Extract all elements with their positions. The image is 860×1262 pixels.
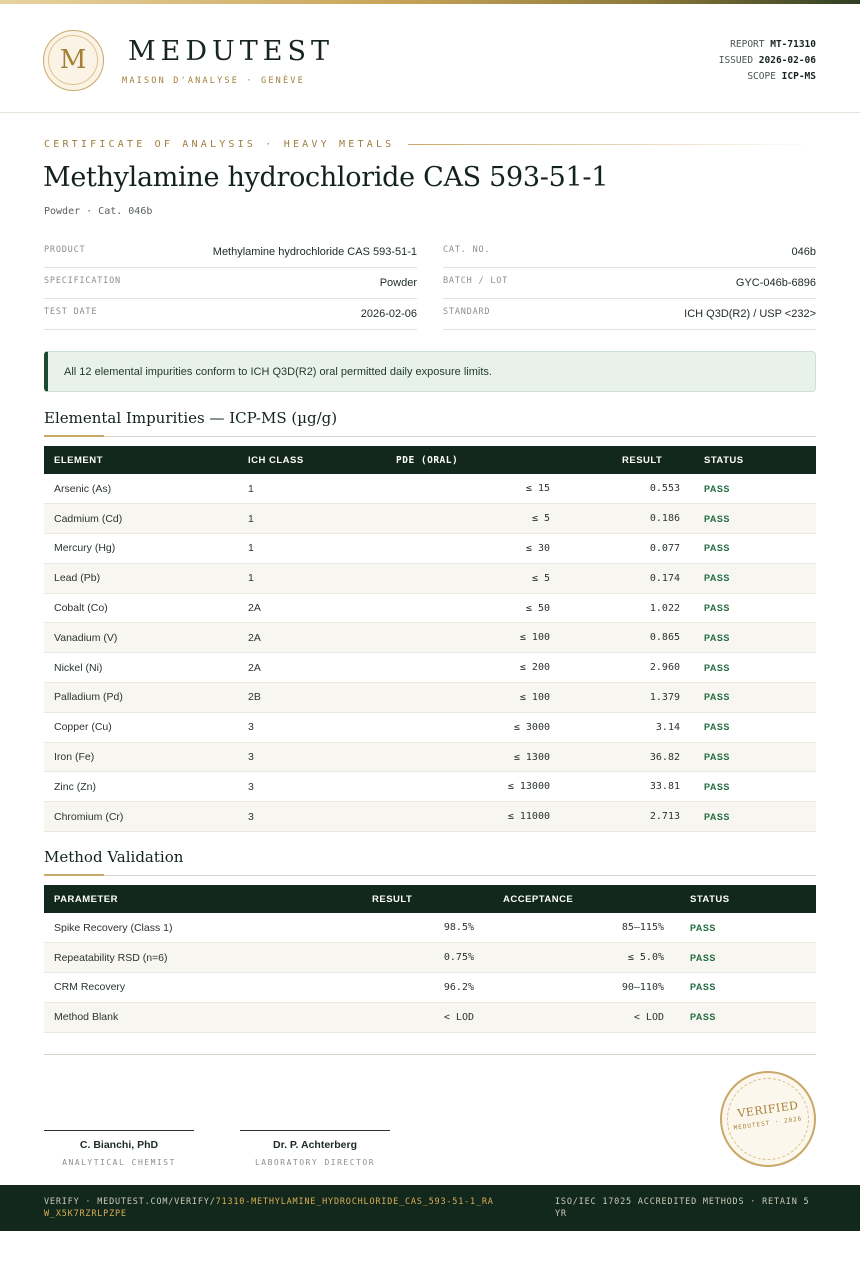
validation-row xyxy=(44,973,816,1003)
acceptance-cell: ≤ 5.0% xyxy=(627,952,664,964)
element-cell: Arsenic (As) xyxy=(54,482,112,495)
validation-section-accent xyxy=(44,874,104,876)
ich-class-cell: 2A xyxy=(248,631,261,644)
element-cell: Vanadium (V) xyxy=(54,631,118,644)
element-cell: Nickel (Ni) xyxy=(54,661,103,674)
status-badge: PASS xyxy=(690,982,716,993)
report-meta xyxy=(719,37,816,85)
logo-monogram: M xyxy=(48,35,98,85)
status-badge: PASS xyxy=(704,722,730,733)
acceptance-cell: 85–115% xyxy=(621,922,664,934)
issued-line: ISSUED 2026-02-06 xyxy=(718,55,816,66)
result-cell: 2.960 xyxy=(649,662,680,674)
element-cell: Cobalt (Co) xyxy=(54,602,108,615)
pde-cell: ≤ 30 xyxy=(525,542,550,554)
signature-director: Dr. P. Achterberg LABORATORY DIRECTOR xyxy=(240,1130,390,1167)
col-status: STATUS xyxy=(704,454,744,466)
impurities-section-accent xyxy=(44,435,104,437)
document-eyebrow: CERTIFICATE OF ANALYSIS · HEAVY METALS xyxy=(44,139,395,150)
pde-cell: ≤ 15 xyxy=(525,483,550,495)
info-row-standard: STANDARD ICH Q3D(R2) / USP <232> xyxy=(443,299,816,330)
impurity-row xyxy=(44,474,816,504)
pde-cell: ≤ 5 xyxy=(531,513,550,525)
element-cell: Chromium (Cr) xyxy=(54,810,124,823)
page-title: Methylamine hydrochloride CAS 593-51-1 xyxy=(43,162,609,193)
status-badge: PASS xyxy=(704,781,730,792)
element-cell: Cadmium (Cd) xyxy=(54,512,123,525)
validation-section-title: Method Validation xyxy=(44,848,184,866)
ich-class-cell: 3 xyxy=(248,751,254,764)
validation-row xyxy=(44,943,816,973)
element-cell: Iron (Fe) xyxy=(54,751,95,764)
info-row-product: PRODUCT Methylamine hydrochloride CAS 593-51-1 xyxy=(44,237,417,268)
verified-seal: VERIFIED MEDUTEST · 2026 xyxy=(720,1071,816,1167)
status-badge: PASS xyxy=(704,692,730,703)
brand-logo xyxy=(43,30,104,91)
element-cell: Copper (Cu) xyxy=(54,721,112,734)
ich-class-cell: 3 xyxy=(248,780,254,793)
verify-link[interactable]: 71310-METHYLAMINE_HYDROCHLORIDE_CAS_593-51-1_RAW_X5K7RZRLPZPE xyxy=(44,1197,494,1219)
status-badge: PASS xyxy=(704,752,730,763)
page-subtitle: Powder · Cat. 046b xyxy=(44,206,153,217)
status-badge: PASS xyxy=(704,811,730,822)
result-cell: 1.379 xyxy=(649,691,680,703)
element-cell: Lead (Pb) xyxy=(54,572,101,585)
report-id: MT-71310 xyxy=(770,39,816,50)
scope-value: ICP-MS xyxy=(781,71,816,82)
parameter-cell: Repeatability RSD (n=6) xyxy=(54,951,168,964)
result-cell: 0.077 xyxy=(649,542,680,554)
info-grid-right xyxy=(443,237,816,330)
status-badge: PASS xyxy=(704,573,730,584)
impurity-row xyxy=(44,534,816,564)
col-val-status: STATUS xyxy=(690,893,730,905)
impurities-section-rule xyxy=(44,436,816,437)
pde-cell: ≤ 5 xyxy=(531,572,550,584)
impurities-header-row xyxy=(44,446,816,474)
pde-cell: ≤ 200 xyxy=(519,662,550,674)
status-badge: PASS xyxy=(704,483,730,494)
impurity-row xyxy=(44,712,816,742)
ich-class-cell: 1 xyxy=(248,482,254,495)
issued-date: 2026-02-06 xyxy=(758,55,816,66)
ich-class-cell: 2A xyxy=(248,602,261,615)
brand-name: MEDUTEST xyxy=(128,36,334,67)
accreditation-note: ISO/IEC 17025 ACCREDITED METHODS · RETAIN 5 YR xyxy=(555,1197,810,1219)
element-cell: Zinc (Zn) xyxy=(54,780,96,793)
pde-cell: ≤ 100 xyxy=(519,632,550,644)
status-badge: PASS xyxy=(690,952,716,963)
parameter-cell: Spike Recovery (Class 1) xyxy=(54,921,173,934)
element-cell: Mercury (Hg) xyxy=(54,542,116,555)
result-cell: 96.2% xyxy=(443,981,474,993)
conformance-notice: All 12 elemental impurities conform to ICH Q3D(R2) oral permitted daily exposure limits. xyxy=(44,351,816,392)
result-cell: 3.14 xyxy=(655,721,680,733)
ich-class-cell: 3 xyxy=(248,810,254,823)
status-badge: PASS xyxy=(704,513,730,524)
pde-cell: ≤ 1300 xyxy=(513,751,550,763)
result-cell: < LOD xyxy=(443,1011,474,1023)
impurities-table xyxy=(44,446,816,832)
impurity-row xyxy=(44,563,816,593)
result-cell: 98.5% xyxy=(443,922,474,934)
col-parameter: PARAMETER xyxy=(54,893,118,905)
parameter-cell: Method Blank xyxy=(54,1011,119,1024)
report-header xyxy=(0,4,860,113)
pde-cell: ≤ 11000 xyxy=(507,811,550,823)
element-cell: Palladium (Pd) xyxy=(54,691,123,704)
status-badge: PASS xyxy=(704,603,730,614)
acceptance-cell: < LOD xyxy=(633,1011,664,1023)
impurity-row xyxy=(44,623,816,653)
impurity-row xyxy=(44,742,816,772)
signature-analyst: C. Bianchi, PhD ANALYTICAL CHEMIST xyxy=(44,1130,194,1167)
ich-class-cell: 2B xyxy=(248,691,261,704)
signature-divider xyxy=(44,1054,816,1055)
ich-class-cell: 1 xyxy=(248,542,254,555)
ich-class-cell: 1 xyxy=(248,572,254,585)
impurity-row xyxy=(44,653,816,683)
parameter-cell: CRM Recovery xyxy=(54,981,126,994)
col-result: RESULT xyxy=(622,454,663,466)
validation-header-row xyxy=(44,885,816,913)
acceptance-cell: 90–110% xyxy=(621,981,664,993)
validation-row xyxy=(44,913,816,943)
impurity-row xyxy=(44,593,816,623)
ich-class-cell: 2A xyxy=(248,661,261,674)
validation-row xyxy=(44,1002,816,1032)
result-cell: 0.75% xyxy=(443,952,474,964)
result-cell: 0.553 xyxy=(649,483,680,495)
col-element: ELEMENT xyxy=(54,454,103,466)
impurity-row xyxy=(44,772,816,802)
status-badge: PASS xyxy=(704,632,730,643)
col-ich-class: ICH CLASS xyxy=(248,454,304,466)
status-badge: PASS xyxy=(704,662,730,673)
pde-cell: ≤ 3000 xyxy=(513,721,550,733)
scope-line: SCOPE ICP-MS xyxy=(747,71,816,82)
result-cell: 33.81 xyxy=(649,781,680,793)
impurity-row xyxy=(44,504,816,534)
col-val-result: RESULT xyxy=(372,893,413,905)
status-badge: PASS xyxy=(690,922,716,933)
impurity-row xyxy=(44,683,816,713)
info-row-specification: SPECIFICATION Powder xyxy=(44,268,417,299)
validation-section-rule xyxy=(44,875,816,876)
brand-tagline: MAISON D'ANALYSE · GENÈVE xyxy=(122,76,305,86)
eyebrow-divider xyxy=(408,144,816,145)
result-cell: 0.174 xyxy=(649,572,680,584)
pde-cell: ≤ 50 xyxy=(525,602,550,614)
verify-url[interactable]: VERIFY · MEDUTEST.COM/VERIFY/71310-METHYLAMINE_HYDROCHLORIDE_CAS_593-51-1_RAW_X5K7RZRLPZPE xyxy=(44,1197,494,1219)
col-pde: PDE (ORAL) xyxy=(396,454,459,466)
pde-cell: ≤ 13000 xyxy=(507,781,550,793)
result-cell: 0.865 xyxy=(649,632,680,644)
info-row-cat-no: CAT. NO. 046b xyxy=(443,237,816,268)
status-badge: PASS xyxy=(690,1012,716,1023)
status-badge: PASS xyxy=(704,543,730,554)
info-grid-left xyxy=(44,237,417,330)
ich-class-cell: 3 xyxy=(248,721,254,734)
info-row-batch: BATCH / LOT GYC-046b-6896 xyxy=(443,268,816,299)
result-cell: 2.713 xyxy=(649,811,680,823)
impurity-row xyxy=(44,802,816,832)
pde-cell: ≤ 100 xyxy=(519,691,550,703)
impurities-section-title: Elemental Impurities — ICP-MS (µg/g) xyxy=(44,409,338,427)
footer-bar xyxy=(0,1185,860,1231)
report-id-line: REPORT MT-71310 xyxy=(730,39,816,50)
result-cell: 1.022 xyxy=(649,602,680,614)
validation-table xyxy=(44,885,816,1033)
info-row-test-date: TEST DATE 2026-02-06 xyxy=(44,299,417,330)
ich-class-cell: 1 xyxy=(248,512,254,525)
result-cell: 0.186 xyxy=(649,513,680,525)
col-acceptance: ACCEPTANCE xyxy=(503,893,574,905)
result-cell: 36.82 xyxy=(649,751,680,763)
